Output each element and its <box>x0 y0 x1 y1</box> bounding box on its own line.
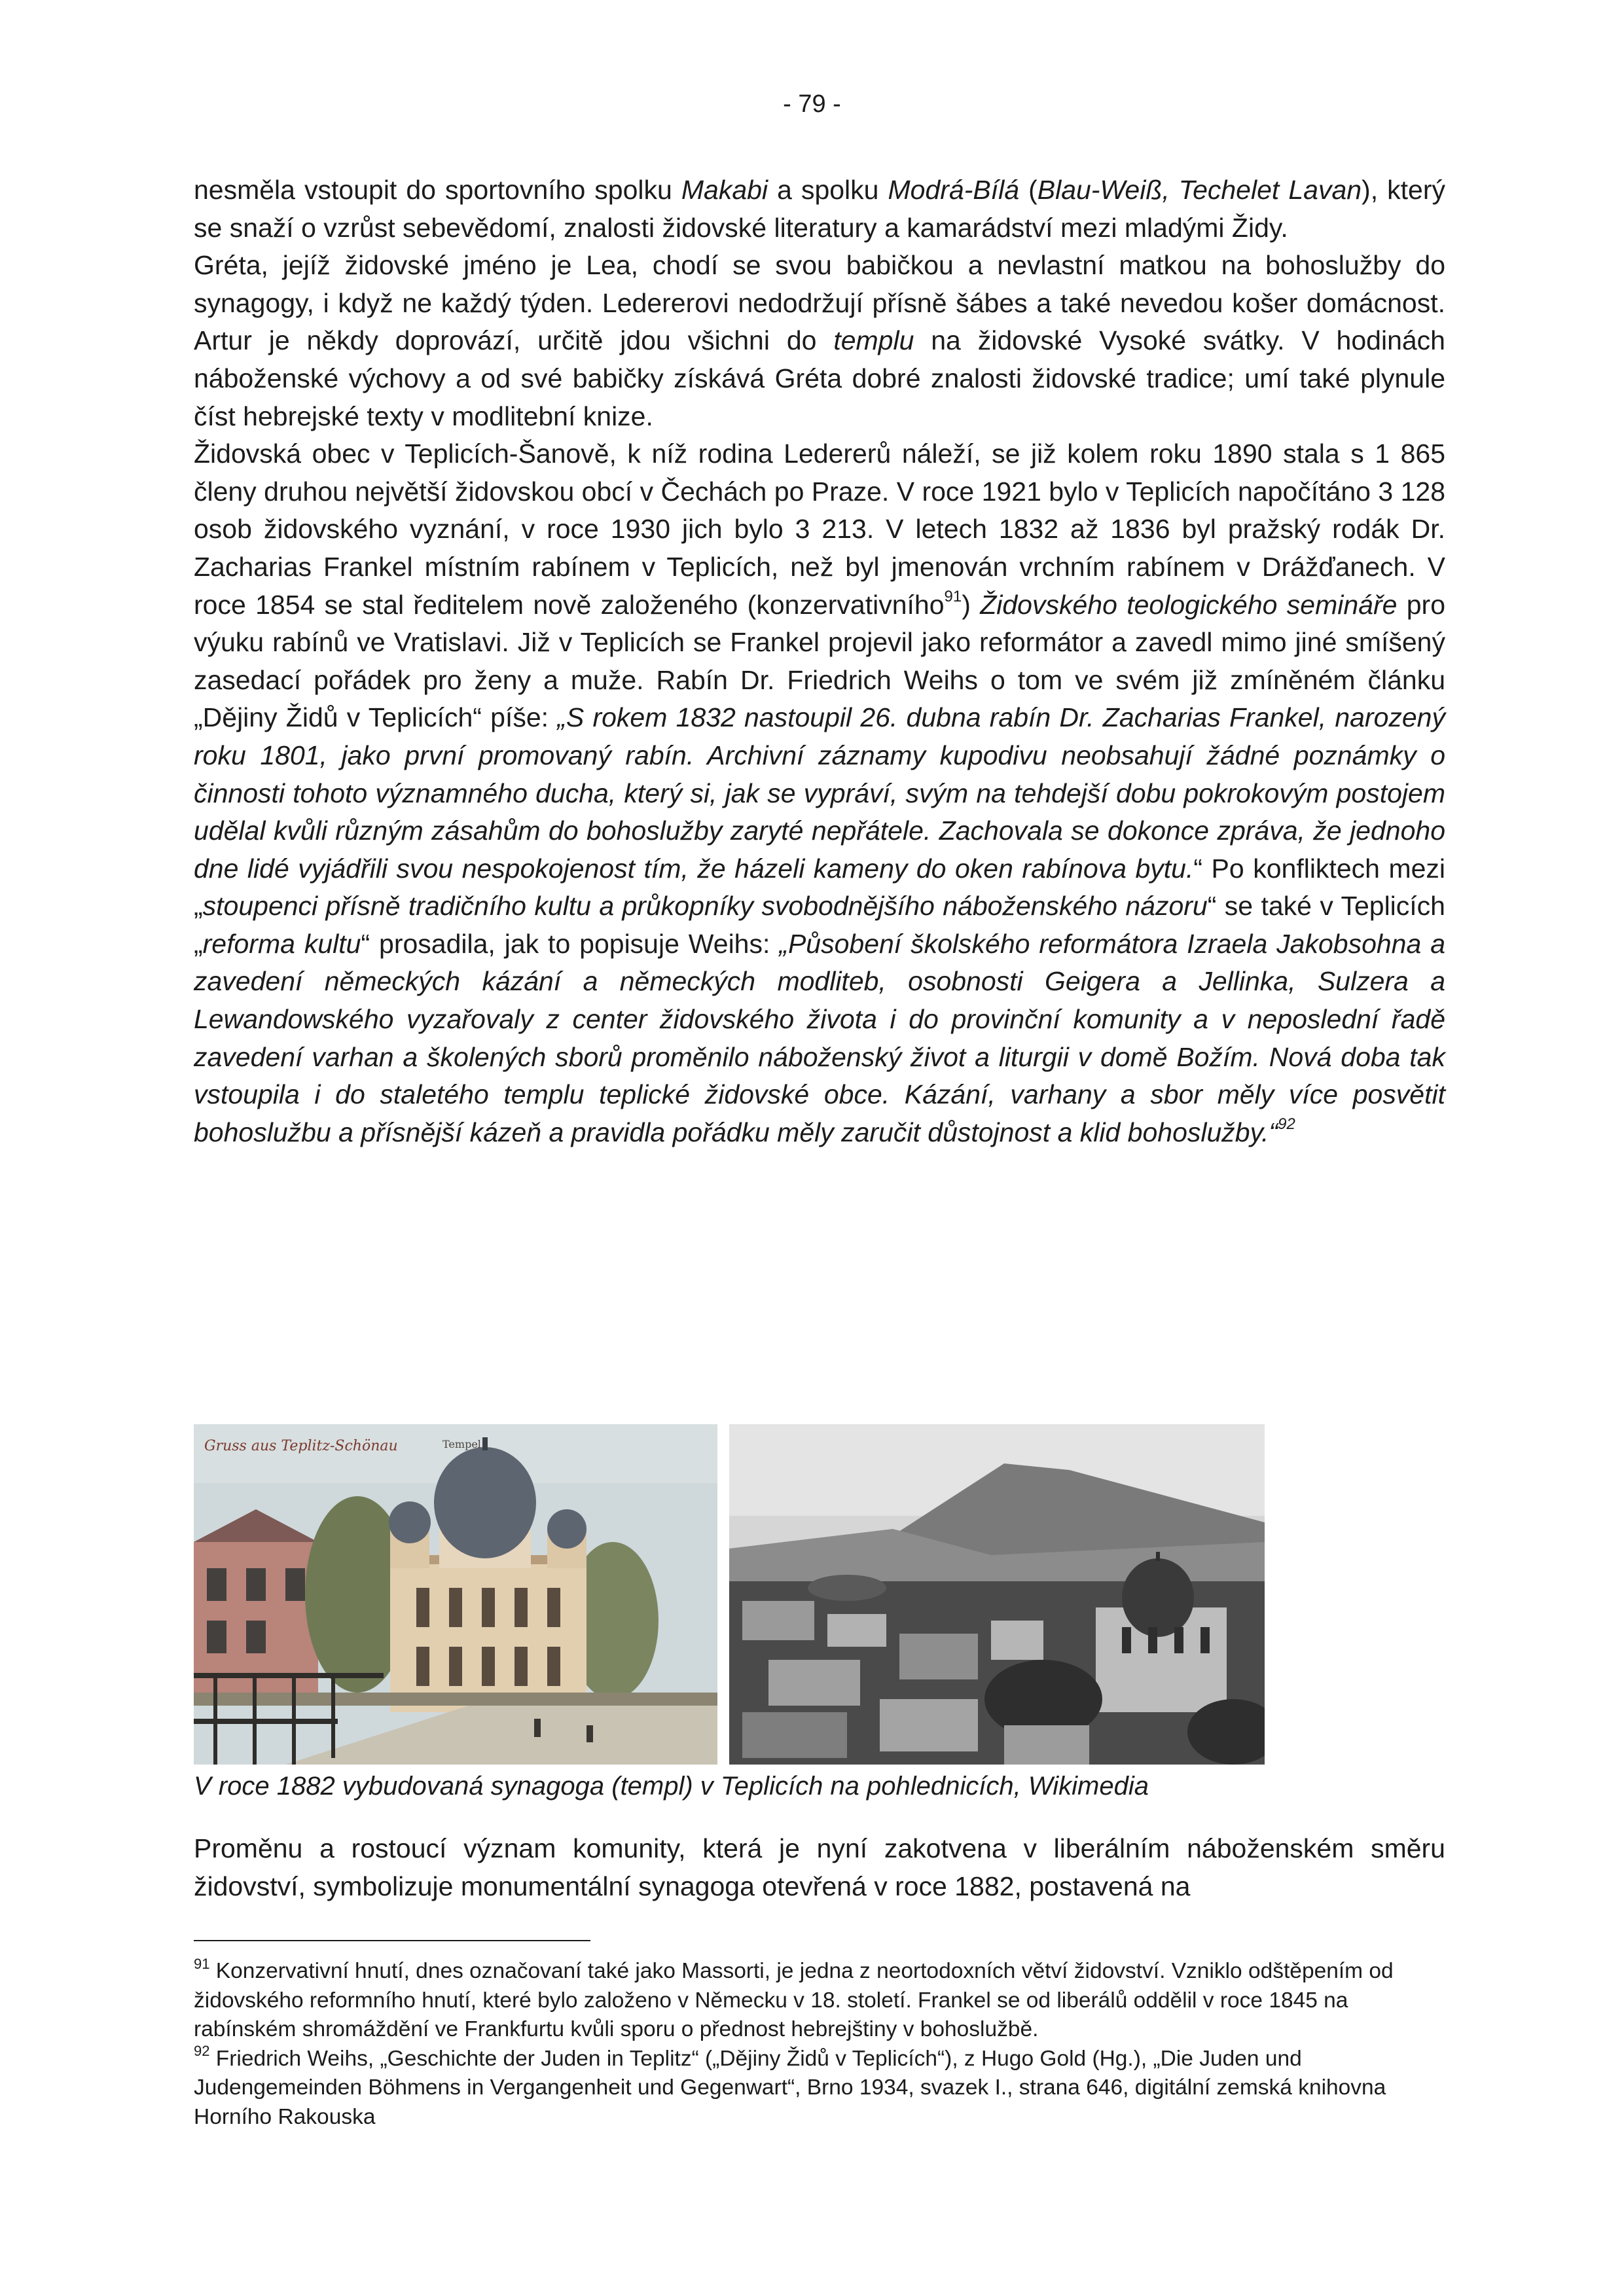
text-run: Gréta, jejíž židovské jméno je Lea, chodí se svou babičkou a nevlastní matkou na bohoslužby do synagogy, i když ne každý týden. Ledererovi nedodržují přísně šábes a také nevedou košer domácnost. Artur je někdy doprovází, určitě jdou všichni do <box>194 250 1445 356</box>
footnote-text: Friedrich Weihs, „Geschichte der Juden in Teplitz“ („Dějiny Židů v Teplicích“), z Hugo Gold (Hg.), „Die Juden und Judengemeinden Böhmens in Vergangenheit und Gegenwart“, Brno 1934, svazek I., strana 646, digitální zemská knihovna Horního Rakouska <box>194 2046 1386 2129</box>
postcard-figure <box>194 1424 1265 1765</box>
footnotes <box>194 1957 1445 2132</box>
text-run: ) <box>962 589 981 620</box>
photo-teplice-panorama <box>729 1424 1265 1765</box>
continued-text <box>194 1829 1445 1905</box>
paragraph <box>194 435 1445 1151</box>
footnote-number: 92 <box>194 2043 210 2060</box>
footnote-reference: 91 <box>944 587 962 605</box>
text-run: a spolku <box>768 175 888 205</box>
paragraph <box>194 247 1445 435</box>
text-run: nesměla vstoupit do sportovního spolku <box>194 175 681 205</box>
text-run: „Působení školského reformátora Izraela Jakobsohna a zavedení německých kázání a německých modliteb, osobnosti Geigera a Jellinka, Sulzera a Lewandowského vyzařovaly z center židovského života i do provinční komunity a v neposlední řadě zavedení varhan a školených sborů proměnilo náboženský život a liturgii v domě Božím. Nová doba tak vstoupila i do staletého templu teplické židovské obce. Kázání, varhany a sbor měly více posvětit bohoslužbu a přísnější kázeň a pravidla pořádku měly zaručit důstojnost a klid bohoslužby.“ <box>194 928 1446 1147</box>
postcard-inscription: Gruss aus Teplitz-Schönau <box>204 1438 398 1454</box>
text-run: reforma kultu <box>202 928 361 959</box>
text-run: “ se také v Teplicích „ <box>194 891 1445 959</box>
footnote-91 <box>194 1957 1445 2045</box>
paragraph <box>194 1829 1445 1905</box>
footnote-separator <box>194 1940 590 1941</box>
text-run: “ Po konfliktech mezi „ <box>194 853 1446 922</box>
footnote-reference: 92 <box>1278 1115 1295 1134</box>
text-run: Židovská obec v Teplicích-Šanově, k níž rodina Ledererů náleží, se již kolem roku 1890 stala s 1 865 členy druhou největší židovskou obcí v Čechách po Praze. V roce 1921 bylo v Teplicích napočítáno 3 128 osob židovského vyznání, v roce 1930 jich bylo 3 213. V letech 1832 až 1836 byl pražský rodák Dr. Zacharias Frankel místním rabínem v Teplicích, než byl jmenován vrchním rabínem v Drážďanech. V roce 1854 se stal ředitelem nově založeného (konzervativního <box>194 439 1445 620</box>
text-run: “ prosadila, jak to popisuje Weihs: <box>361 928 780 959</box>
footnote-text: Konzervativní hnutí, dnes označovaní také jako Massorti, je jedna z neortodoxních větví židovství. Vzniklo odštěpením od židovského reformního hnutí, které bylo založeno v Německu v 18. století. Frankel se od liberálů oddělil v roce 1845 na rabínském shromáždění ve Frankfurtu kvůli sporu o přednost hebrejštiny v bohoslužbě. <box>194 1959 1394 2041</box>
main-text <box>194 171 1445 1151</box>
text-run: „S rokem 1832 nastoupil 26. dubna rabín Dr. Zacharias Frankel, narozený roku 1801, jako první promovaný rabín. Archivní záznamy kupodivu neobsahují žádné poznámky o činnosti tohoto významného ducha, který si, jak se vypráví, svým na tehdejší dobu pokrokovým postojem udělal kvůli různým zásahům do bohoslužby zaryté nepřátele. Zachovala se dokonce zpráva, že jednoho dne lidé vyjádřili svou nespokojenost tím, že házeli kameny do oken rabínova bytu. <box>194 702 1445 884</box>
text-run: templu <box>833 325 914 356</box>
footnote-number: 91 <box>194 1955 210 1972</box>
text-run: Židovského teologického semináře <box>980 589 1398 620</box>
text-run: na židovské Vysoké svátky. V hodinách náboženské výchovy a od své babičky získává Gréta dobré znalosti židovské tradice; umí také plynule číst hebrejské texty v modlitební knize. <box>194 325 1445 431</box>
text-run: Blau-Weiß, Techelet Lavan <box>1037 175 1362 205</box>
page-number: - 79 - <box>783 90 841 118</box>
text-run: Modrá-Bílá <box>888 175 1020 205</box>
text-run: pro výuku rabínů ve Vratislavi. Již v Teplicích se Frankel projevil jako reformátor a zavedl mimo jiné smíšený zasedací pořádek pro ženy a muže. Rabín Dr. Friedrich Weihs o tom ve svém již zmíněném článku „Dějiny Židů v Teplicích“ píše: <box>194 589 1446 733</box>
text-run: Proměnu a rostoucí význam komunity, která je nyní zakotvena v liberálním náboženském směru židovství, symbolizuje monumentální synagoga otevřená v roce 1882, postavená na <box>194 1833 1445 1901</box>
text-run: stoupenci přísně tradičního kultu a průkopníky svobodnějšího náboženského názoru <box>202 891 1208 922</box>
postcard-label: Tempel <box>442 1438 481 1450</box>
postcard-synagogue-street <box>194 1424 717 1765</box>
text-run: ( <box>1019 175 1038 205</box>
paragraph <box>194 171 1445 247</box>
footnote-92 <box>194 2045 1445 2132</box>
text-run: ), který se snaží o vzrůst sebevědomí, znalosti židovské literatury a kamarádství mezi mladými Židy. <box>194 175 1445 243</box>
figure-caption: V roce 1882 vybudovaná synagoga (templ) v Teplicích na pohlednicích, Wikimedia <box>194 1772 1149 1801</box>
text-run: Makabi <box>681 175 768 205</box>
